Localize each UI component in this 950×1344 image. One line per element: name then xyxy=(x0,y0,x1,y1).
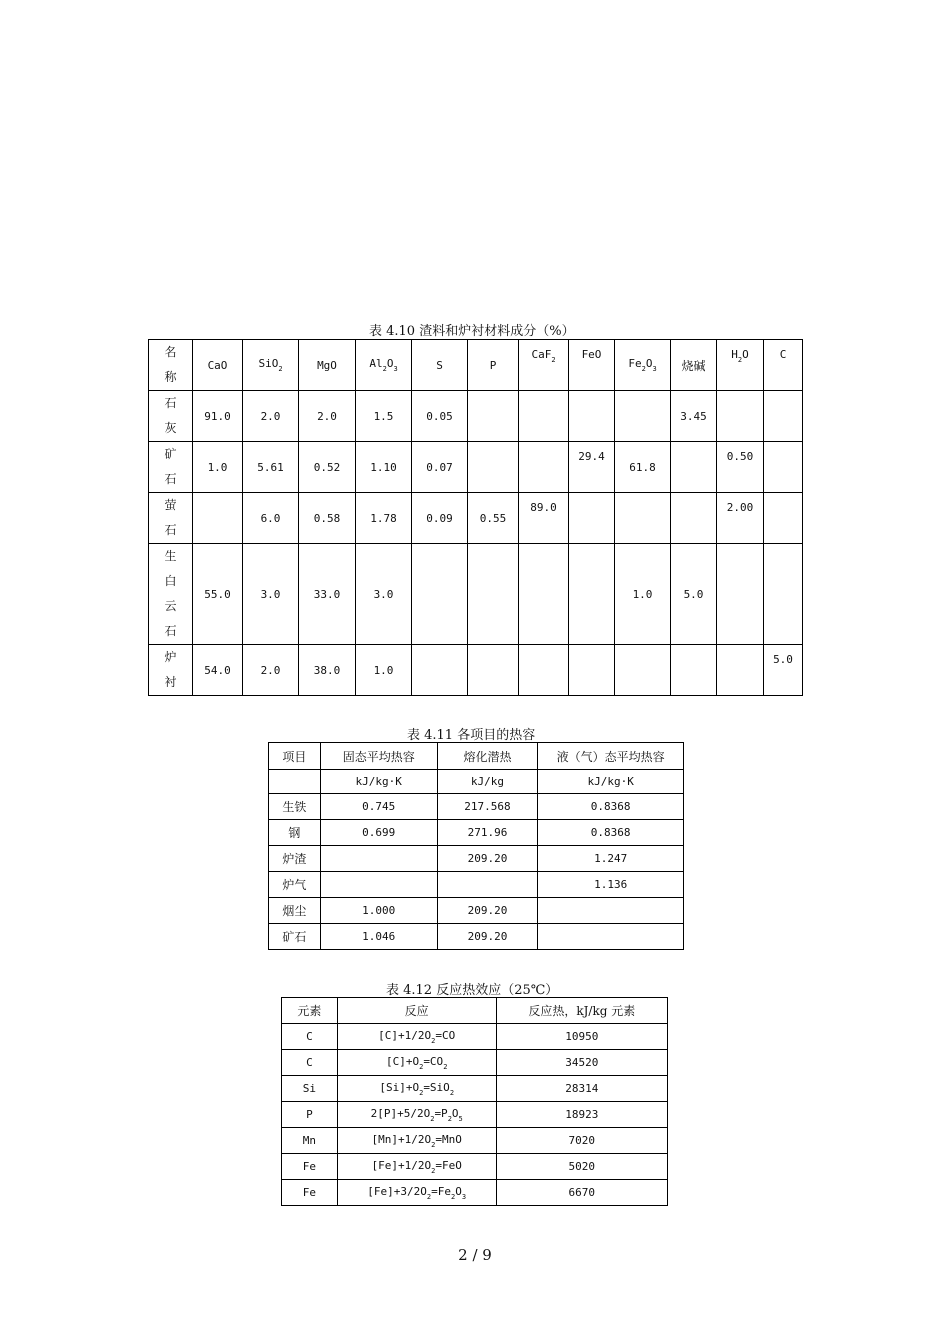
header-liquid-unit: kJ/kg·K xyxy=(538,770,684,794)
header-melt-unit: kJ/kg xyxy=(437,770,538,794)
reaction-heat-table xyxy=(281,997,668,1206)
cell-sio2: 5.61 xyxy=(243,442,299,493)
cell-name: 炉 衬 xyxy=(149,645,193,696)
cell-element: P xyxy=(282,1102,338,1128)
header-fe2o3: $Fe_2O_3$ xyxy=(615,340,671,391)
cell-cao: 1.0 xyxy=(193,442,243,493)
table-row xyxy=(149,645,803,696)
cell-solid: 0.745 xyxy=(320,794,437,820)
table-row xyxy=(282,1154,668,1180)
header-liquid: 液（气）态平均热容 xyxy=(538,743,684,770)
page-number: 2 / 9 xyxy=(458,1246,492,1264)
table-row xyxy=(282,1076,668,1102)
cell-cao: 91.0 xyxy=(193,391,243,442)
cell-heat: 10950 xyxy=(496,1024,667,1050)
cell-fe2o3 xyxy=(615,493,671,544)
cell-melt: 209.20 xyxy=(437,846,538,872)
cell-item: 炉渣 xyxy=(269,846,321,872)
cell-p: 0.55 xyxy=(468,493,519,544)
cell-mgo: 38.0 xyxy=(299,645,356,696)
cell-naoh xyxy=(671,442,717,493)
cell-melt: 217.568 xyxy=(437,794,538,820)
cell-caf2: 89.0 xyxy=(519,493,569,544)
cell-solid xyxy=(320,846,437,872)
cell-name: 生 白 云 石 xyxy=(149,544,193,645)
cell-melt: 209.20 xyxy=(437,898,538,924)
table-row xyxy=(149,442,803,493)
header-solid: 固态平均热容 xyxy=(320,743,437,770)
cell-reaction: $[C]+O_2=CO_2$ xyxy=(337,1050,496,1076)
cell-feo xyxy=(569,645,615,696)
cell-liquid xyxy=(538,898,684,924)
cell-solid: 1.046 xyxy=(320,924,437,950)
cell-item: 烟尘 xyxy=(269,898,321,924)
cell-reaction: $2[P]+5/2O_2=P_2O_5$ xyxy=(337,1102,496,1128)
cell-p xyxy=(468,391,519,442)
cell-name: 矿 石 xyxy=(149,442,193,493)
cell-item: 炉气 xyxy=(269,872,321,898)
cell-p xyxy=(468,442,519,493)
table-row xyxy=(149,391,803,442)
header-melt: 熔化潜热 xyxy=(437,743,538,770)
table-body xyxy=(282,1024,668,1206)
header-caf2: CaF$_2$ xyxy=(519,340,569,391)
cell-mgo: 2.0 xyxy=(299,391,356,442)
cell-element: C xyxy=(282,1024,338,1050)
cell-heat: 7020 xyxy=(496,1128,667,1154)
cell-feo xyxy=(569,493,615,544)
cell-caf2 xyxy=(519,391,569,442)
cell-liquid xyxy=(538,924,684,950)
cell-h2o xyxy=(717,391,764,442)
cell-h2o: 0.50 xyxy=(717,442,764,493)
cell-reaction: $[Mn]+1/2O_2=MnO$ xyxy=(337,1128,496,1154)
cell-element: Mn xyxy=(282,1128,338,1154)
table-row xyxy=(282,1024,668,1050)
table-caption: 表 4.11 各项目的热容 xyxy=(407,728,536,743)
cell-c xyxy=(764,442,803,493)
cell-reaction: $[C]+1/2O_2=CO$ xyxy=(337,1024,496,1050)
header-s: S xyxy=(412,340,468,391)
header-item: 项目 xyxy=(269,743,321,770)
cell-reaction: $[Si]+O_2=SiO_2$ xyxy=(337,1076,496,1102)
cell-heat: 18923 xyxy=(496,1102,667,1128)
cell-reaction: $[Fe]+1/2O_2=FeO$ xyxy=(337,1154,496,1180)
header-item-unit xyxy=(269,770,321,794)
table-body xyxy=(269,794,684,950)
cell-element: Si xyxy=(282,1076,338,1102)
cell-al2o3: 1.0 xyxy=(356,645,412,696)
cell-cao: 55.0 xyxy=(193,544,243,645)
header-reaction: 反应 xyxy=(337,998,496,1024)
cell-naoh: 3.45 xyxy=(671,391,717,442)
cell-cao: 54.0 xyxy=(193,645,243,696)
cell-c xyxy=(764,544,803,645)
cell-h2o xyxy=(717,645,764,696)
header-al2o3: $Al_2O_3$ xyxy=(356,340,412,391)
table-row xyxy=(282,1050,668,1076)
cell-element: C xyxy=(282,1050,338,1076)
cell-melt xyxy=(437,872,538,898)
cell-solid: 1.000 xyxy=(320,898,437,924)
table-caption: 表 4.12 反应热效应（25℃） xyxy=(386,983,559,998)
cell-s xyxy=(412,645,468,696)
cell-item: 生铁 xyxy=(269,794,321,820)
cell-fe2o3 xyxy=(615,391,671,442)
cell-fe2o3 xyxy=(615,645,671,696)
cell-liquid: 0.8368 xyxy=(538,794,684,820)
cell-caf2 xyxy=(519,645,569,696)
table-row xyxy=(269,794,684,820)
cell-h2o xyxy=(717,544,764,645)
cell-name: 石 灰 xyxy=(149,391,193,442)
cell-element: Fe xyxy=(282,1154,338,1180)
cell-sio2: 3.0 xyxy=(243,544,299,645)
header-solid-unit: kJ/kg·K xyxy=(320,770,437,794)
table-row xyxy=(269,846,684,872)
cell-c xyxy=(764,391,803,442)
cell-reaction: $[Fe]+3/2O_2=Fe_2O_3$ xyxy=(337,1180,496,1206)
header-h2o: $H_2O$ xyxy=(717,340,764,391)
cell-c: 5.0 xyxy=(764,645,803,696)
cell-sio2: 2.0 xyxy=(243,645,299,696)
header-c: C xyxy=(764,340,803,391)
cell-item: 矿石 xyxy=(269,924,321,950)
cell-liquid: 1.136 xyxy=(538,872,684,898)
table-caption: 表 4.10 渣料和炉衬材料成分（%） xyxy=(369,324,575,339)
cell-mgo: 0.52 xyxy=(299,442,356,493)
cell-solid xyxy=(320,872,437,898)
cell-feo: 29.4 xyxy=(569,442,615,493)
cell-al2o3: 1.5 xyxy=(356,391,412,442)
cell-al2o3: 3.0 xyxy=(356,544,412,645)
table-row xyxy=(269,820,684,846)
cell-feo xyxy=(569,391,615,442)
cell-solid: 0.699 xyxy=(320,820,437,846)
cell-feo xyxy=(569,544,615,645)
table-row xyxy=(282,1128,668,1154)
table-row xyxy=(149,493,803,544)
header-naoh: 烧碱 xyxy=(671,340,717,391)
table-body xyxy=(149,340,803,696)
cell-naoh xyxy=(671,493,717,544)
cell-melt: 209.20 xyxy=(437,924,538,950)
cell-liquid: 1.247 xyxy=(538,846,684,872)
cell-s: 0.07 xyxy=(412,442,468,493)
cell-s: 0.05 xyxy=(412,391,468,442)
header-p: P xyxy=(468,340,519,391)
heat-capacity-table xyxy=(268,742,684,950)
cell-heat: 5020 xyxy=(496,1154,667,1180)
cell-name: 萤 石 xyxy=(149,493,193,544)
cell-fe2o3: 61.8 xyxy=(615,442,671,493)
cell-caf2 xyxy=(519,442,569,493)
cell-sio2: 6.0 xyxy=(243,493,299,544)
cell-melt: 271.96 xyxy=(437,820,538,846)
cell-liquid: 0.8368 xyxy=(538,820,684,846)
cell-heat: 28314 xyxy=(496,1076,667,1102)
cell-item: 钢 xyxy=(269,820,321,846)
cell-c xyxy=(764,493,803,544)
cell-naoh xyxy=(671,645,717,696)
slag-material-composition-table xyxy=(148,339,803,696)
cell-h2o: 2.00 xyxy=(717,493,764,544)
cell-heat: 34520 xyxy=(496,1050,667,1076)
cell-al2o3: 1.10 xyxy=(356,442,412,493)
cell-p xyxy=(468,544,519,645)
cell-mgo: 0.58 xyxy=(299,493,356,544)
header-cao: CaO xyxy=(193,340,243,391)
cell-al2o3: 1.78 xyxy=(356,493,412,544)
cell-s xyxy=(412,544,468,645)
header-feo: FeO xyxy=(569,340,615,391)
cell-mgo: 33.0 xyxy=(299,544,356,645)
table-row xyxy=(149,544,803,645)
cell-cao xyxy=(193,493,243,544)
cell-naoh: 5.0 xyxy=(671,544,717,645)
header-sio2: SiO$_2$ xyxy=(243,340,299,391)
header-heat: 反应热，kJ/kg 元素 xyxy=(496,998,667,1024)
header-name: 名 称 xyxy=(149,340,193,391)
header-element: 元素 xyxy=(282,998,338,1024)
cell-fe2o3: 1.0 xyxy=(615,544,671,645)
cell-element: Fe xyxy=(282,1180,338,1206)
table-row xyxy=(282,1102,668,1128)
cell-s: 0.09 xyxy=(412,493,468,544)
table-row xyxy=(269,872,684,898)
table-row xyxy=(269,898,684,924)
cell-p xyxy=(468,645,519,696)
cell-heat: 6670 xyxy=(496,1180,667,1206)
header-mgo: MgO xyxy=(299,340,356,391)
cell-caf2 xyxy=(519,544,569,645)
table-row xyxy=(269,924,684,950)
cell-sio2: 2.0 xyxy=(243,391,299,442)
table-row xyxy=(282,1180,668,1206)
